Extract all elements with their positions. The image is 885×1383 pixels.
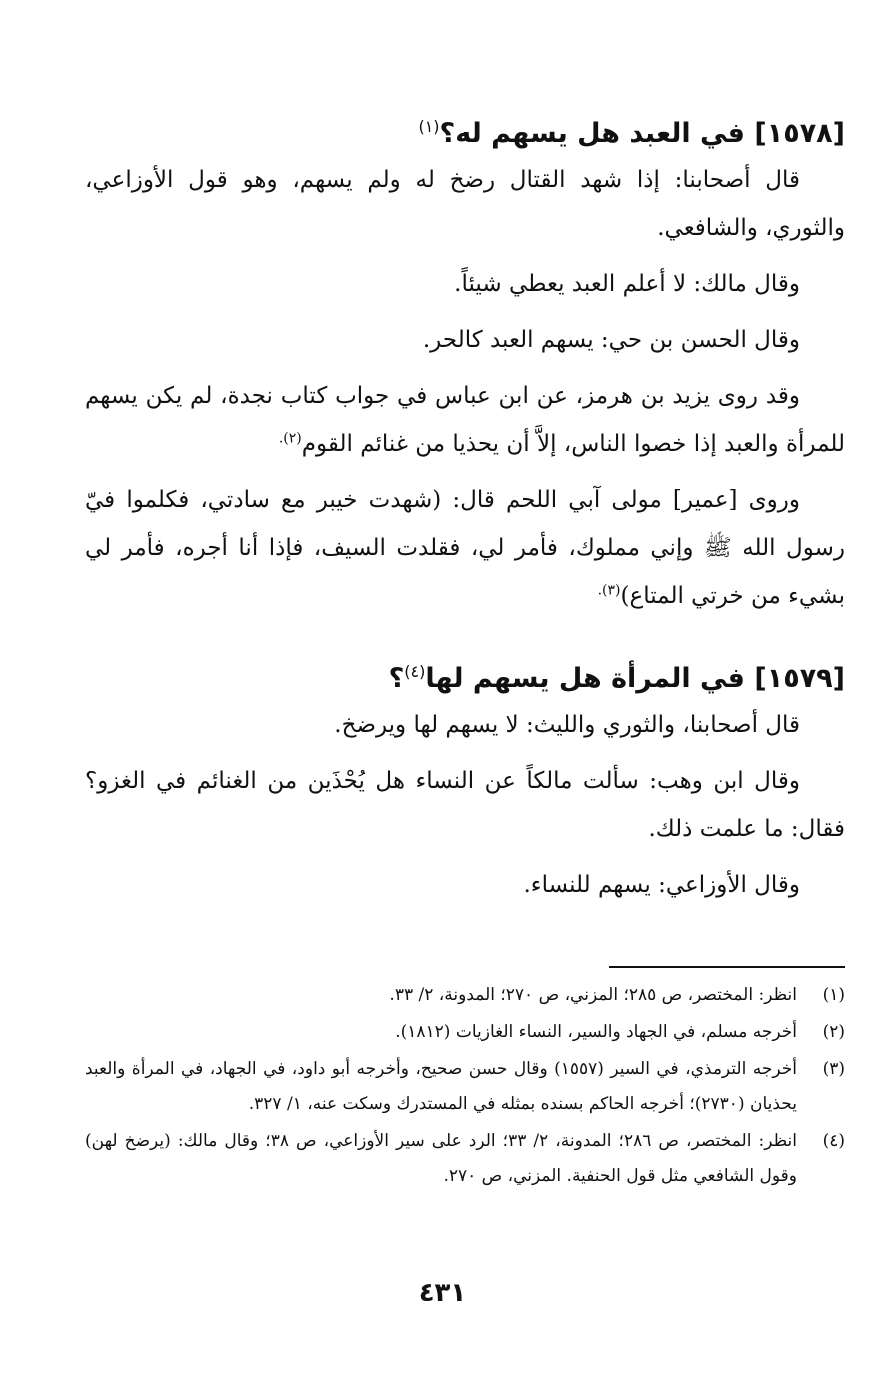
footnote [85, 1124, 845, 1194]
paragraph: وقال الحسن بن حي: يسهم العبد كالحر. [422, 327, 800, 353]
paragraph [85, 372, 845, 468]
footnote-text: أخرجه مسلم، في الجهاد والسير، النساء الغازيات (١٨١٢). [395, 1022, 797, 1042]
paragraph: وقال مالك: لا أعلم العبد يعطي شيئاً. [454, 271, 800, 297]
paragraph [85, 476, 845, 620]
footnote-divider [609, 966, 845, 968]
footnote-number: (٤) [822, 1131, 845, 1151]
paragraph-text: وروى [عمير] مولى آبي اللحم قال: (شهدت خيبر مع سادتي، فكلموا فيّ رسول الله ﷺ وإني مملوك، فأمر لي، فقلدت السيف، فإذا أنا أجره، فأمر لي بشيء من خرتي المتاع) [85, 487, 845, 609]
section-1578 [85, 105, 845, 628]
footnote-number: (١) [822, 985, 845, 1005]
footnote-number: (٢) [822, 1022, 845, 1042]
paragraph-text: وقد روى يزيد بن هرمز، عن ابن عباس في جواب كتاب نجدة، لم يكن يسهم للمرأة والعبد إذا خصوا الناس، إلاَّ أن يحذيا من غنائم القوم [85, 383, 845, 457]
footnote-number: (٣) [822, 1059, 845, 1079]
heading-text: [١٥٧٨] في العبد هل يسهم له؟ [439, 118, 845, 149]
section-heading [85, 105, 845, 156]
paragraph: قال أصحابنا: إذا شهد القتال رضخ له ولم يسهم، وهو قول الأوزاعي، والثوري، والشافعي. [85, 167, 845, 241]
footnote [85, 1052, 845, 1122]
footnote-text: أخرجه الترمذي، في السير (١٥٥٧) وقال حسن صحيح، وأخرجه أبو داود، في الجهاد، في المرأة والعبد يحذيان (٢٧٣٠)؛ أخرجه الحاكم بسنده بمثله في المستدرك وسكت عنه، ١/ ٣٢٧. [85, 1059, 798, 1114]
section-1579 [85, 650, 845, 917]
footnote-ref: (١) [418, 117, 440, 136]
footnotes [85, 978, 845, 1196]
footnote-ref: (٣). [597, 582, 621, 599]
page-number: ٤٣١ [418, 1278, 467, 1308]
footnote-text: انظر: المختصر، ص ٢٨٥؛ المزني، ص ٢٧٠؛ المدونة، ٢/ ٣٣. [389, 985, 797, 1005]
footnote-ref: (٤) [404, 662, 426, 681]
paragraph: وقال الأوزاعي: يسهم للنساء. [523, 872, 800, 898]
heading-suffix: ؟ [388, 663, 405, 694]
footnote [85, 1015, 845, 1050]
footnote-text: انظر: المختصر، ص ٢٨٦؛ المدونة، ٢/ ٣٣؛ الرد على سير الأوزاعي، ص ٣٨؛ وقال مالك: (يرضخ لهن) وقول الشافعي مثل قول الحنفية. المزني، ص ٢٧٠. [85, 1131, 797, 1186]
paragraph: وقال ابن وهب: سألت مالكاً عن النساء هل يُحْذَين من الغنائم في الغزو؟ فقال: ما علمت ذلك. [85, 768, 845, 842]
paragraph: قال أصحابنا، والثوري والليث: لا يسهم لها ويرضخ. [334, 712, 800, 738]
heading-text: [١٥٧٩] في المرأة هل يسهم لها [425, 663, 845, 694]
footnote [85, 978, 845, 1013]
footnote-ref: (٢). [278, 430, 302, 447]
section-heading [85, 650, 845, 701]
